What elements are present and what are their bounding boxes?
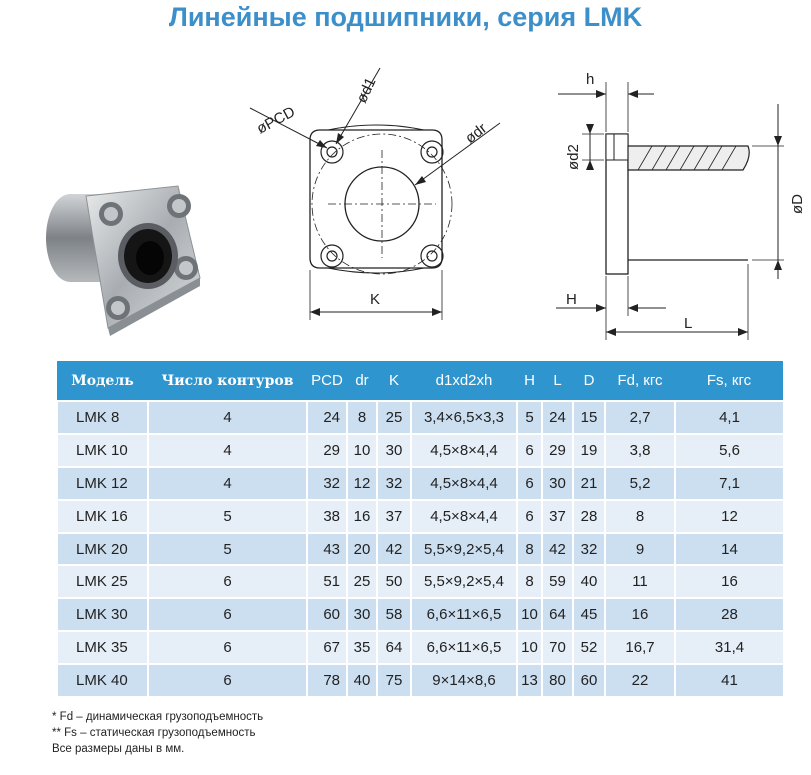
cell-dr: 10 xyxy=(347,434,377,467)
cell-dr: 20 xyxy=(347,533,377,566)
label-h-big: H xyxy=(566,291,577,308)
cell-fd: 16,7 xyxy=(605,631,675,664)
cell-contours: 6 xyxy=(148,664,307,696)
cell-dr: 12 xyxy=(347,467,377,500)
footnote-fd: * Fd – динамическая грузоподъемность xyxy=(52,711,264,723)
cell-d: 15 xyxy=(573,401,605,434)
cell-h: 8 xyxy=(517,565,542,598)
cell-h: 6 xyxy=(517,500,542,533)
header-fs: Fs, кгс xyxy=(675,361,783,401)
cell-pcd: 24 xyxy=(307,401,347,434)
label-k: K xyxy=(370,291,381,308)
table-row xyxy=(57,500,783,533)
table-row xyxy=(57,434,783,467)
header-l: L xyxy=(542,361,573,401)
cell-h: 8 xyxy=(517,533,542,566)
cell-d1d2h: 3,4×6,5×3,3 xyxy=(411,401,517,434)
footnote-units: Все размеры даны в мм. xyxy=(52,743,185,755)
cell-model: LMK 25 xyxy=(57,565,148,598)
cell-k: 50 xyxy=(377,565,411,598)
cell-dr: 40 xyxy=(347,664,377,696)
header-contours: Число контуров xyxy=(148,361,307,401)
spec-table xyxy=(56,361,783,696)
cell-d1d2h: 9×14×8,6 xyxy=(411,664,517,696)
cell-fd: 9 xyxy=(605,533,675,566)
label-d2: ød2 xyxy=(565,144,582,170)
header-model: Модель xyxy=(57,361,148,401)
label-l: L xyxy=(684,315,693,332)
cell-model: LMK 8 xyxy=(57,401,148,434)
cell-model: LMK 20 xyxy=(57,533,148,566)
cell-d1d2h: 4,5×8×4,4 xyxy=(411,467,517,500)
header-h: H xyxy=(517,361,542,401)
footnotes xyxy=(52,709,263,757)
cell-l: 30 xyxy=(542,467,573,500)
cell-fs: 12 xyxy=(675,500,783,533)
cell-fd: 8 xyxy=(605,500,675,533)
cell-contours: 6 xyxy=(148,631,307,664)
cell-k: 75 xyxy=(377,664,411,696)
cell-pcd: 51 xyxy=(307,565,347,598)
cell-fd: 16 xyxy=(605,598,675,631)
cell-contours: 6 xyxy=(148,565,307,598)
cell-pcd: 43 xyxy=(307,533,347,566)
cell-pcd: 60 xyxy=(307,598,347,631)
header-fd: Fd, кгс xyxy=(605,361,675,401)
cell-d: 32 xyxy=(573,533,605,566)
cell-contours: 6 xyxy=(148,598,307,631)
label-pcd: øPCD xyxy=(253,103,298,138)
cell-k: 64 xyxy=(377,631,411,664)
header-k: K xyxy=(377,361,411,401)
cell-pcd: 78 xyxy=(307,664,347,696)
cell-fd: 11 xyxy=(605,565,675,598)
cell-d1d2h: 6,6×11×6,5 xyxy=(411,631,517,664)
cell-fs: 16 xyxy=(675,565,783,598)
footnote-fs: ** Fs – статическая грузоподъемность xyxy=(52,727,256,739)
cell-k: 58 xyxy=(377,598,411,631)
table-row xyxy=(57,533,783,566)
cell-dr: 30 xyxy=(347,598,377,631)
cell-d: 21 xyxy=(573,467,605,500)
cell-fs: 41 xyxy=(675,664,783,696)
table-row xyxy=(57,565,783,598)
cell-d: 19 xyxy=(573,434,605,467)
cell-dr: 25 xyxy=(347,565,377,598)
cell-fs: 7,1 xyxy=(675,467,783,500)
cell-h: 13 xyxy=(517,664,542,696)
cell-fd: 2,7 xyxy=(605,401,675,434)
cell-l: 29 xyxy=(542,434,573,467)
cell-contours: 4 xyxy=(148,401,307,434)
table-row xyxy=(57,664,783,696)
cell-d1d2h: 5,5×9,2×5,4 xyxy=(411,565,517,598)
cell-model: LMK 10 xyxy=(57,434,148,467)
cell-fs: 5,6 xyxy=(675,434,783,467)
cell-model: LMK 16 xyxy=(57,500,148,533)
table-row xyxy=(57,598,783,631)
cell-contours: 4 xyxy=(148,434,307,467)
cell-fd: 22 xyxy=(605,664,675,696)
bearing-photo xyxy=(38,178,208,338)
cell-pcd: 29 xyxy=(307,434,347,467)
cell-fd: 3,8 xyxy=(605,434,675,467)
cell-l: 59 xyxy=(542,565,573,598)
cell-pcd: 67 xyxy=(307,631,347,664)
cell-d: 28 xyxy=(573,500,605,533)
cell-l: 37 xyxy=(542,500,573,533)
cell-l: 42 xyxy=(542,533,573,566)
cell-d1d2h: 6,6×11×6,5 xyxy=(411,598,517,631)
header-d: D xyxy=(573,361,605,401)
cell-model: LMK 40 xyxy=(57,664,148,696)
cell-contours: 4 xyxy=(148,467,307,500)
cell-dr: 8 xyxy=(347,401,377,434)
table-header-row xyxy=(57,361,783,401)
cell-h: 6 xyxy=(517,467,542,500)
label-dr: ødr xyxy=(461,119,491,148)
table-row xyxy=(57,467,783,500)
side-view-drawing xyxy=(548,64,808,342)
cell-l: 24 xyxy=(542,401,573,434)
cell-k: 42 xyxy=(377,533,411,566)
cell-pcd: 38 xyxy=(307,500,347,533)
cell-l: 80 xyxy=(542,664,573,696)
cell-fd: 5,2 xyxy=(605,467,675,500)
cell-d1d2h: 5,5×9,2×5,4 xyxy=(411,533,517,566)
front-view-drawing xyxy=(210,58,491,326)
cell-contours: 5 xyxy=(148,533,307,566)
cell-contours: 5 xyxy=(148,500,307,533)
cell-model: LMK 35 xyxy=(57,631,148,664)
cell-h: 10 xyxy=(517,598,542,631)
cell-fs: 28 xyxy=(675,598,783,631)
cell-fs: 4,1 xyxy=(675,401,783,434)
cell-h: 10 xyxy=(517,631,542,664)
cell-pcd: 32 xyxy=(307,467,347,500)
cell-d: 52 xyxy=(573,631,605,664)
label-d1: ød1 xyxy=(353,75,380,106)
label-d-big: øD xyxy=(789,194,806,214)
cell-k: 30 xyxy=(377,434,411,467)
cell-h: 6 xyxy=(517,434,542,467)
cell-k: 25 xyxy=(377,401,411,434)
cell-d: 45 xyxy=(573,598,605,631)
header-pcd: PCD xyxy=(307,361,347,401)
cell-k: 32 xyxy=(377,467,411,500)
table-row xyxy=(57,401,783,434)
cell-fs: 31,4 xyxy=(675,631,783,664)
cell-d: 40 xyxy=(573,565,605,598)
cell-dr: 16 xyxy=(347,500,377,533)
page-title: Линейные подшипники, серия LMK xyxy=(168,2,643,32)
cell-model: LMK 30 xyxy=(57,598,148,631)
cell-d1d2h: 4,5×8×4,4 xyxy=(411,500,517,533)
cell-h: 5 xyxy=(517,401,542,434)
header-dr: dr xyxy=(347,361,377,401)
cell-dr: 35 xyxy=(347,631,377,664)
cell-d: 60 xyxy=(573,664,605,696)
cell-l: 70 xyxy=(542,631,573,664)
cell-l: 64 xyxy=(542,598,573,631)
label-h-small: h xyxy=(586,71,595,88)
header-d1d2h: d1xd2xh xyxy=(411,361,517,401)
cell-k: 37 xyxy=(377,500,411,533)
cell-d1d2h: 4,5×8×4,4 xyxy=(411,434,517,467)
cell-model: LMK 12 xyxy=(57,467,148,500)
table-row xyxy=(57,631,783,664)
cell-fs: 14 xyxy=(675,533,783,566)
